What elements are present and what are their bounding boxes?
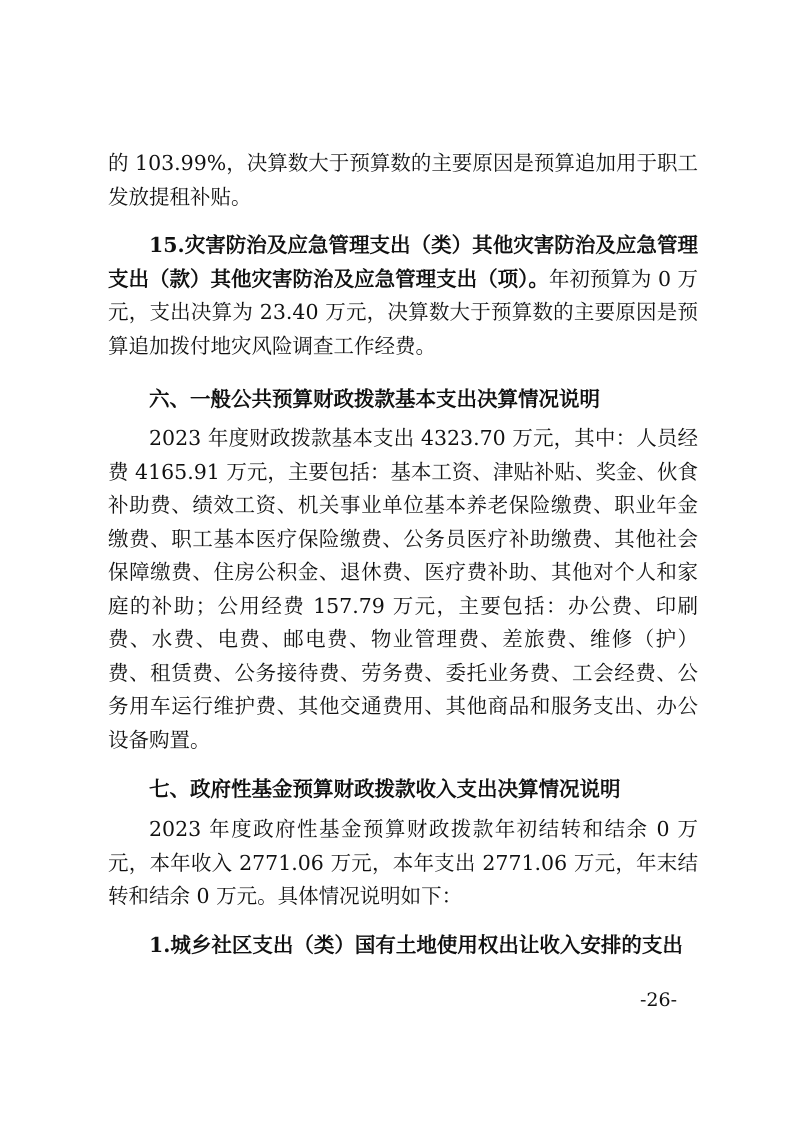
- paragraph-government-fund: 2023 年度政府性基金预算财政拨款年初结转和结余 0 万元，本年收入 2771.06 万元，本年支出 2771.06 万元，年末结转和结余 0 万元。具体情况说明如下：: [108, 817, 698, 908]
- paragraph-disaster-prevention-heading: 15.灾害防治及应急管理支出（类）其他灾害防治及应急管理支出（款）其他灾害防治及应急管理支出（项）。: [108, 233, 698, 291]
- paragraph-disaster-prevention-body: 年初预算为 0 万元，支出决算为 23.40 万元，决算数大于预算数的主要原因是预算追加拨付地灾风险调查工作经费。: [108, 266, 699, 358]
- paragraph-basic-expenditure: 2023 年度财政拨款基本支出 4323.70 万元，其中：人员经费 4165.91 万元，主要包括：基本工资、津贴补贴、奖金、伙食补助费、绩效工资、机关事业单位基本养老保险缴费、职业年金缴费、职工基本医疗保险缴费、公务员医疗补助缴费、其他社会保障缴费、住房公积金、退休费、医疗费补助、其他对个人和家庭的补助；公用经费 157.79 万元，主要包括：办公费、印刷费、水费、电费、邮电费、物业管理费、差旅费、维修（护）费、租赁费、公务接待费、劳务费、委托业务费、工会经费、公务用车运行维护费、其他交通费用、其他商品和服务支出、办公设备购置。: [108, 426, 698, 752]
- paragraph-budget-reason: 的 103.99%，决算数大于预算数的主要原因是预算追加用于职工发放提租补贴。: [108, 151, 698, 209]
- page-number: -26-: [640, 989, 678, 1011]
- paragraph-urban-rural-heading: 1.城乡社区支出（类）国有土地使用权出让收入安排的支出: [149, 933, 683, 957]
- section-heading-6: 六、一般公共预算财政拨款基本支出决算情况说明: [149, 387, 600, 411]
- paragraph-disaster-prevention: [108, 229, 698, 363]
- section-heading-7: 七、政府性基金预算财政拨款收入支出决算情况说明: [149, 777, 621, 801]
